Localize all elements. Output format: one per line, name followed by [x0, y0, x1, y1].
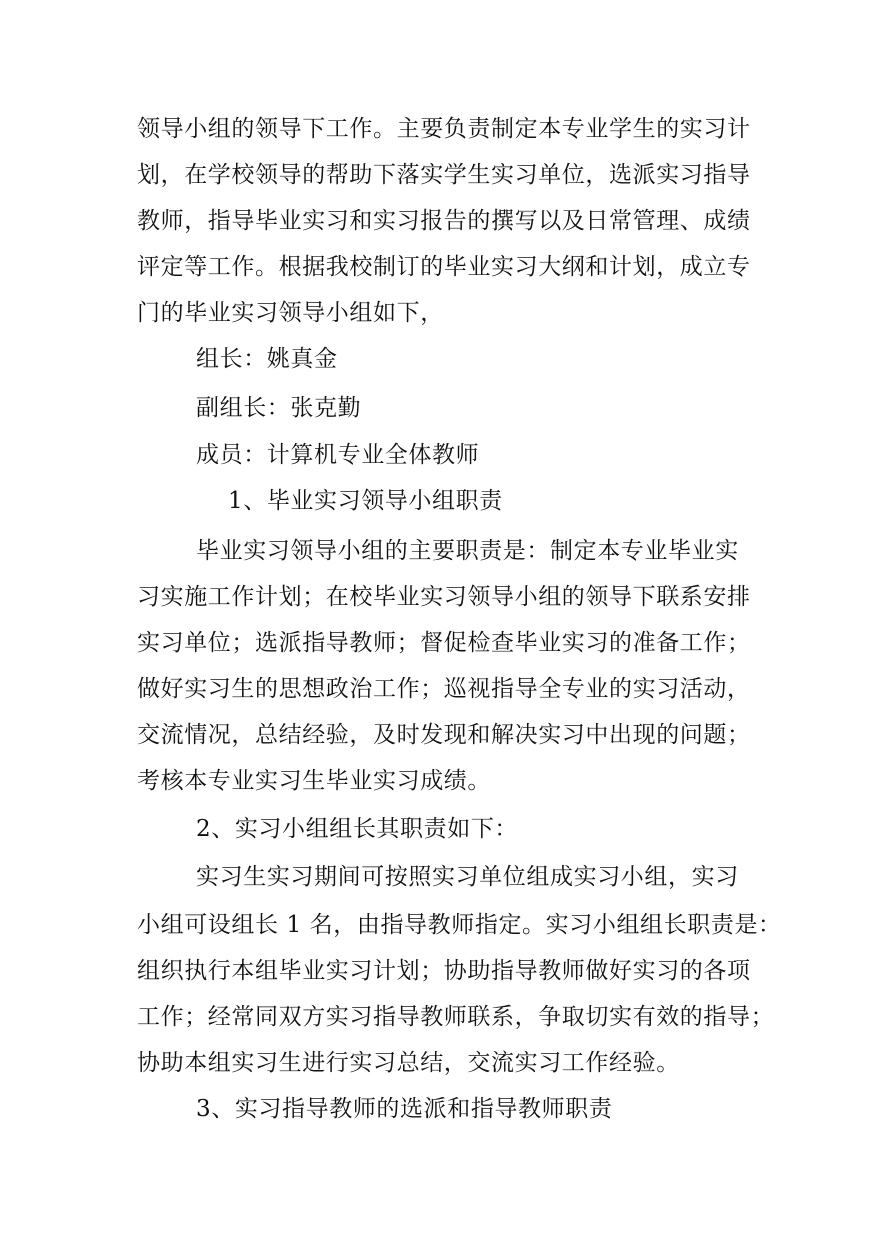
paragraph-line: 领导小组的领导下工作。主要负责制定本专业学生的实习计 — [137, 116, 751, 142]
paragraph-line: 实习单位；选派指导教师；督促检查毕业实习的准备工作； — [137, 630, 751, 656]
paragraph-line: 工作；经常同双方实习指导教师联系，争取切实有效的指导； — [137, 1004, 775, 1030]
paragraph-line: 协助本组实习生进行实习总结，交流实习工作经验。 — [137, 1050, 680, 1076]
paragraph-line: 组织执行本组毕业实习计划；协助指导教师做好实习的各项 — [137, 958, 751, 984]
paragraph-line: 划，在学校领导的帮助下落实学生实习单位，选派实习指导 — [137, 162, 751, 188]
paragraph-line: 习实施工作计划；在校毕业实习领导小组的领导下联系安排 — [137, 584, 751, 610]
paragraph-line: 实习生实习期间可按照实习单位组成实习小组，实习 — [196, 864, 739, 890]
leader-line: 组长：姚真金 — [196, 346, 338, 372]
paragraph-line: 评定等工作。根据我校制订的毕业实习大纲和计划，成立专 — [137, 254, 751, 280]
section-heading-2: 2、实习小组组长其职责如下： — [196, 816, 519, 842]
paragraph-line: 教师，指导毕业实习和实习报告的撰写以及日常管理、成绩 — [137, 208, 751, 234]
paragraph-line: 毕业实习领导小组的主要职责是：制定本专业毕业实 — [196, 538, 739, 564]
deputy-leader-line: 副组长：张克勤 — [196, 395, 362, 421]
paragraph-line: 小组可设组长 1 名，由指导教师指定。实习小组组长职责是： — [137, 912, 782, 938]
paragraph-line: 做好实习生的思想政治工作；巡视指导全专业的实习活动， — [137, 676, 751, 702]
paragraph-line: 交流情况，总结经验，及时发现和解决实习中出现的问题； — [137, 722, 751, 748]
paragraph-line: 考核本专业实习生毕业实习成绩。 — [137, 768, 491, 794]
members-line: 成员：计算机专业全体教师 — [196, 442, 480, 468]
paragraph-line: 门的毕业实习领导小组如下， — [137, 300, 444, 326]
section-heading-3: 3、实习指导教师的选派和指导教师职责 — [196, 1096, 613, 1122]
section-heading-1: 1、毕业实习领导小组职责 — [228, 488, 503, 514]
